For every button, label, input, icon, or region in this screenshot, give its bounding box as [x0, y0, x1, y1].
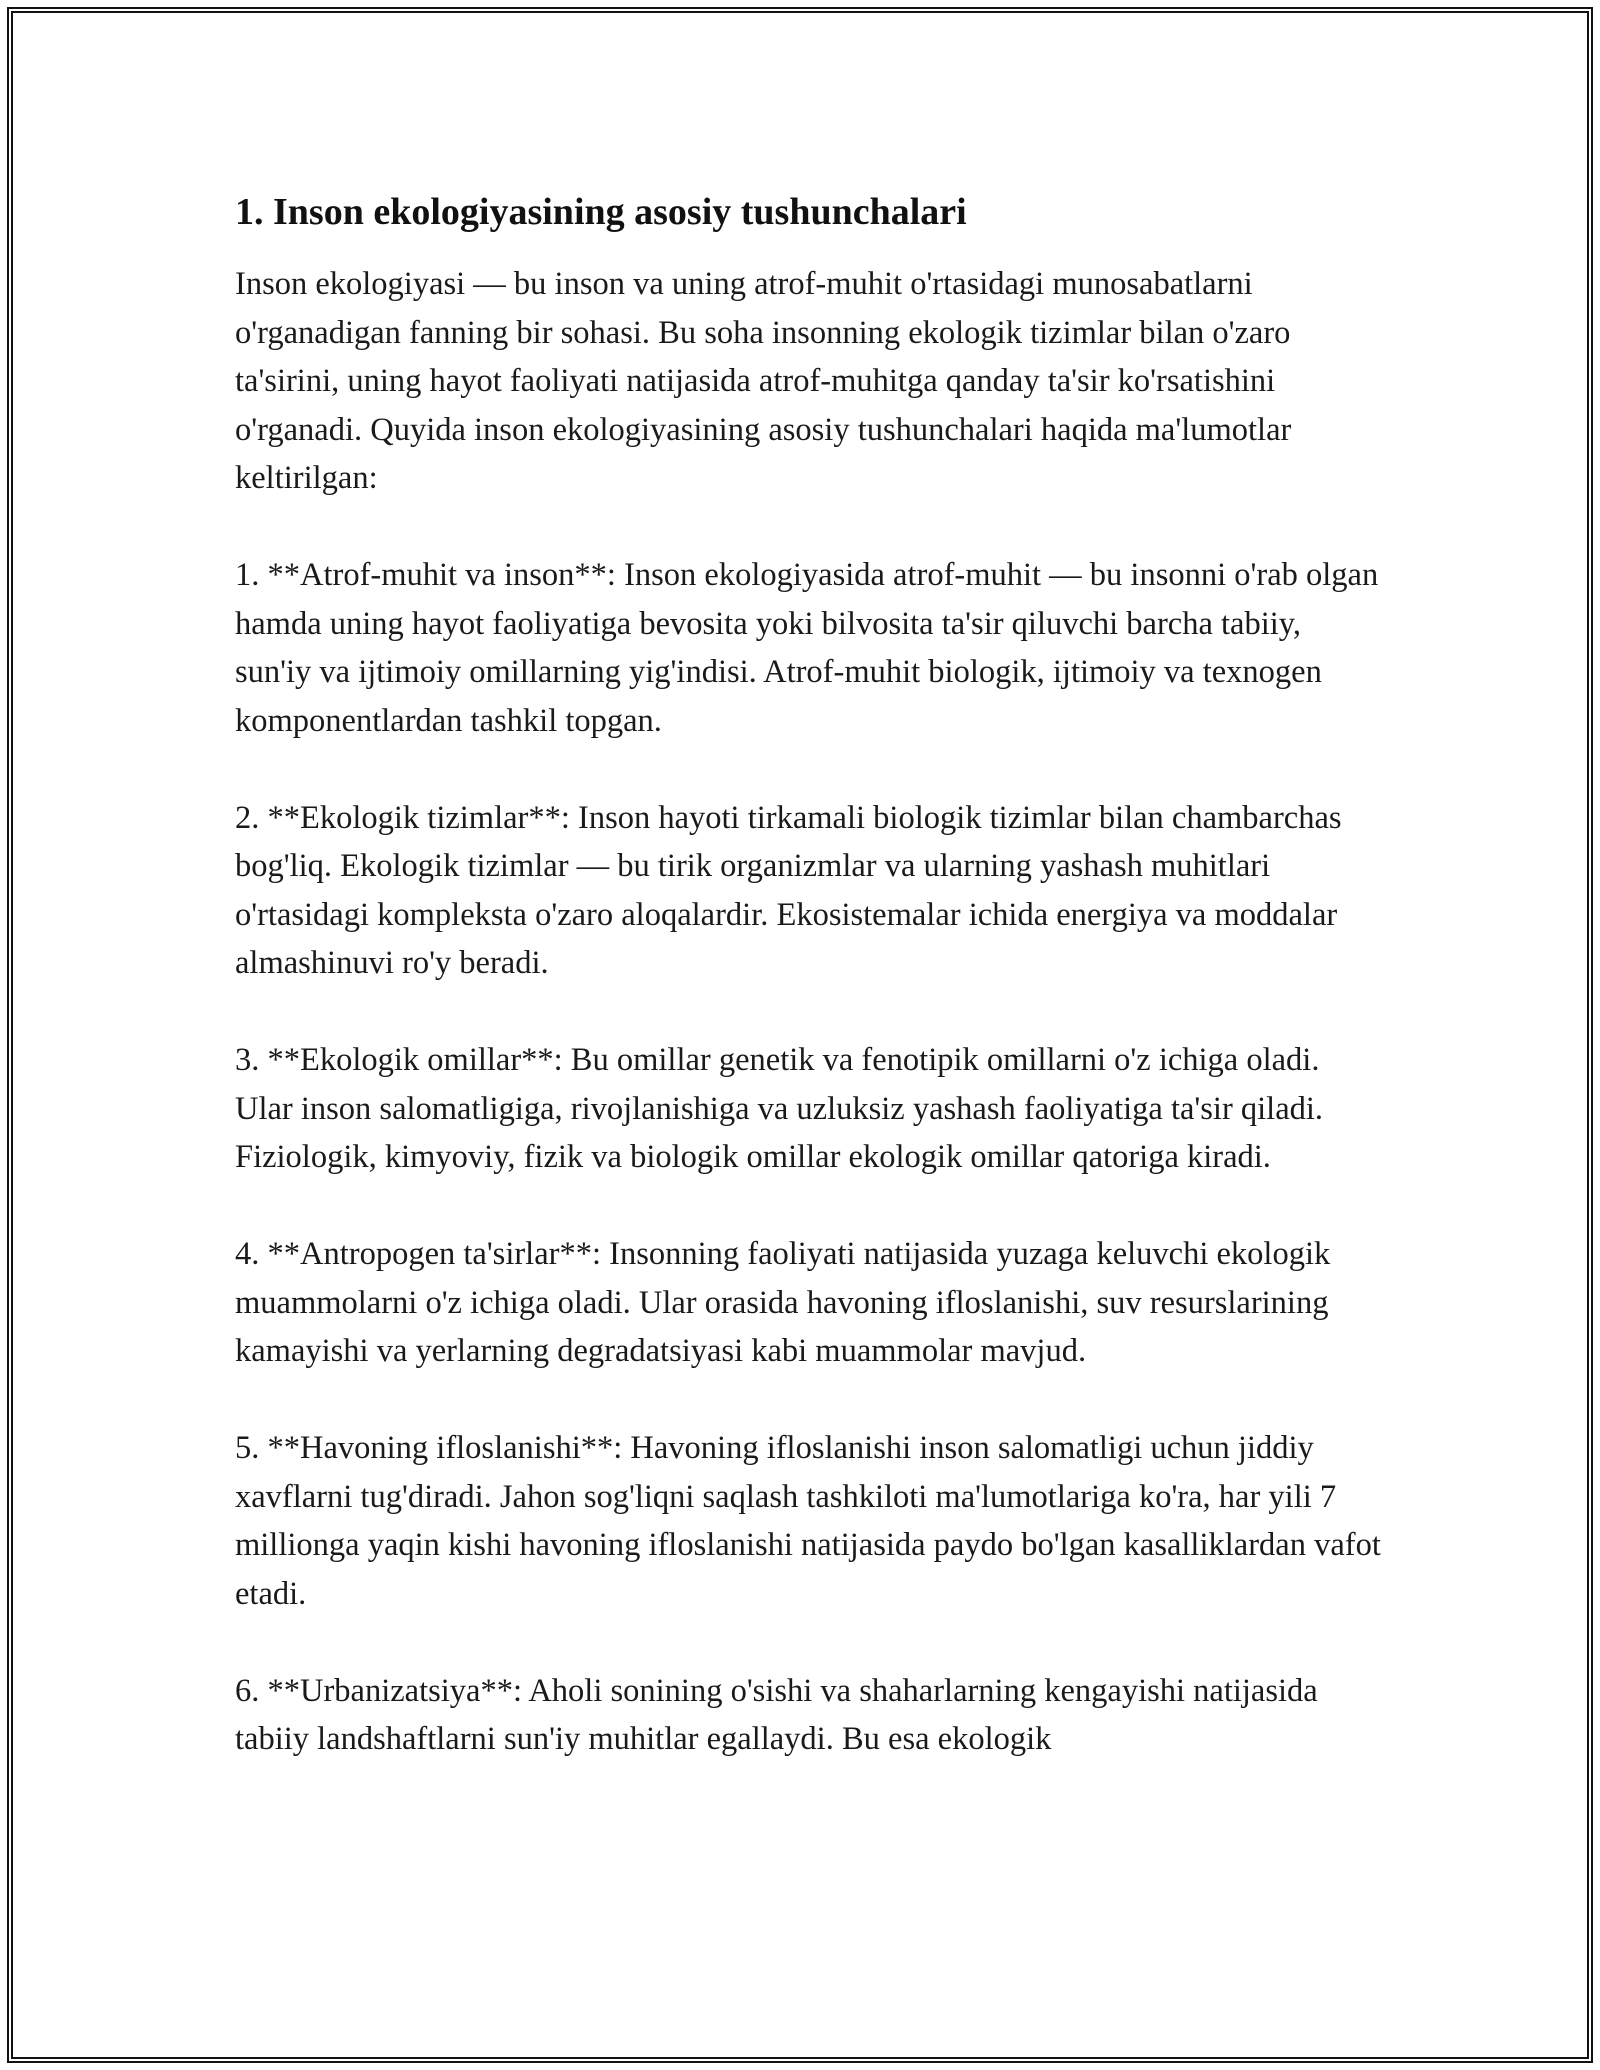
list-item-5: 5. **Havoning ifloslanishi**: Havoning ifloslanishi inson salomatligi uchun jiddiy xavflarni tug'diradi. Jahon sog'liqni saqlash tashkiloti ma'lumotlariga ko'ra, har yili 7 millionga yaqin kishi havoning ifloslanishi natijasida paydo bo'lgan kasalliklardan vafot etadi.	[235, 1430, 1381, 1612]
intro-paragraph: Inson ekologiyasi — bu inson va uning atrof-muhit o'rtasidagi munosabatlarni o'rganadigan fanning bir sohasi. Bu soha insonning ekologik tizimlar bilan o'zaro ta'sirini, uning hayot faoliyati natijasida atrof-muhitga qanday ta'sir ko'rsatishini o'rganadi. Quyida inson ekologiyasining asosiy tushunchalari haqida ma'lumotlar keltirilgan:	[235, 266, 1292, 496]
document-title: 1. Inson ekologiyasining asosiy tushunchalari	[235, 191, 967, 233]
list-item-4: 4. **Antropogen ta'sirlar**: Insonning faoliyati natijasida yuzaga keluvchi ekologik muammolarni o'z ichiga oladi. Ular orasida havoning ifloslanishi, suv resurslarining kamayishi va yerlarning degradatsiyasi kabi muammolar mavjud.	[235, 1236, 1331, 1369]
list-item-2: 2. **Ekologik tizimlar**: Inson hayoti tirkamali biologik tizimlar bilan chambarchas bog'liq. Ekologik tizimlar — bu tirik organizmlar va ularning yashash muhitlari o'rtasidagi kompleksta o'zaro aloqalardir. Ekosistemalar ichida energiya va moddalar almashinuvi ro'y beradi.	[235, 799, 1342, 981]
list-item-3: 3. **Ekologik omillar**: Bu omillar genetik va fenotipik omillarni o'z ichiga oladi. Ular inson salomatligiga, rivojlanishiga va uzluksiz yashash faoliyatiga ta'sir qiladi. Fiziologik, kimyoviy, fizik va biologik omillar ekologik omillar qatoriga kiradi.	[235, 1042, 1324, 1175]
list-item-6: 6. **Urbanizatsiya**: Aholi sonining o'sishi va shaharlarning kengayishi natijasida tabiiy landshaftlarni sun'iy muhitlar egallaydi. Bu esa ekologik	[235, 1672, 1318, 1757]
list-item-1: 1. **Atrof-muhit va inson**: Inson ekologiyasida atrof-muhit — bu insonni o'rab olgan hamda uning hayot faoliyatiga bevosita yoki bilvosita ta'sir qiluvchi barcha tabiiy, sun'iy va ijtimoiy omillarning yig'indisi. Atrof-muhit biologik, ijtimoiy va texnogen komponentlardan tashkil topgan.	[235, 557, 1379, 739]
document-body	[235, 186, 1385, 1812]
